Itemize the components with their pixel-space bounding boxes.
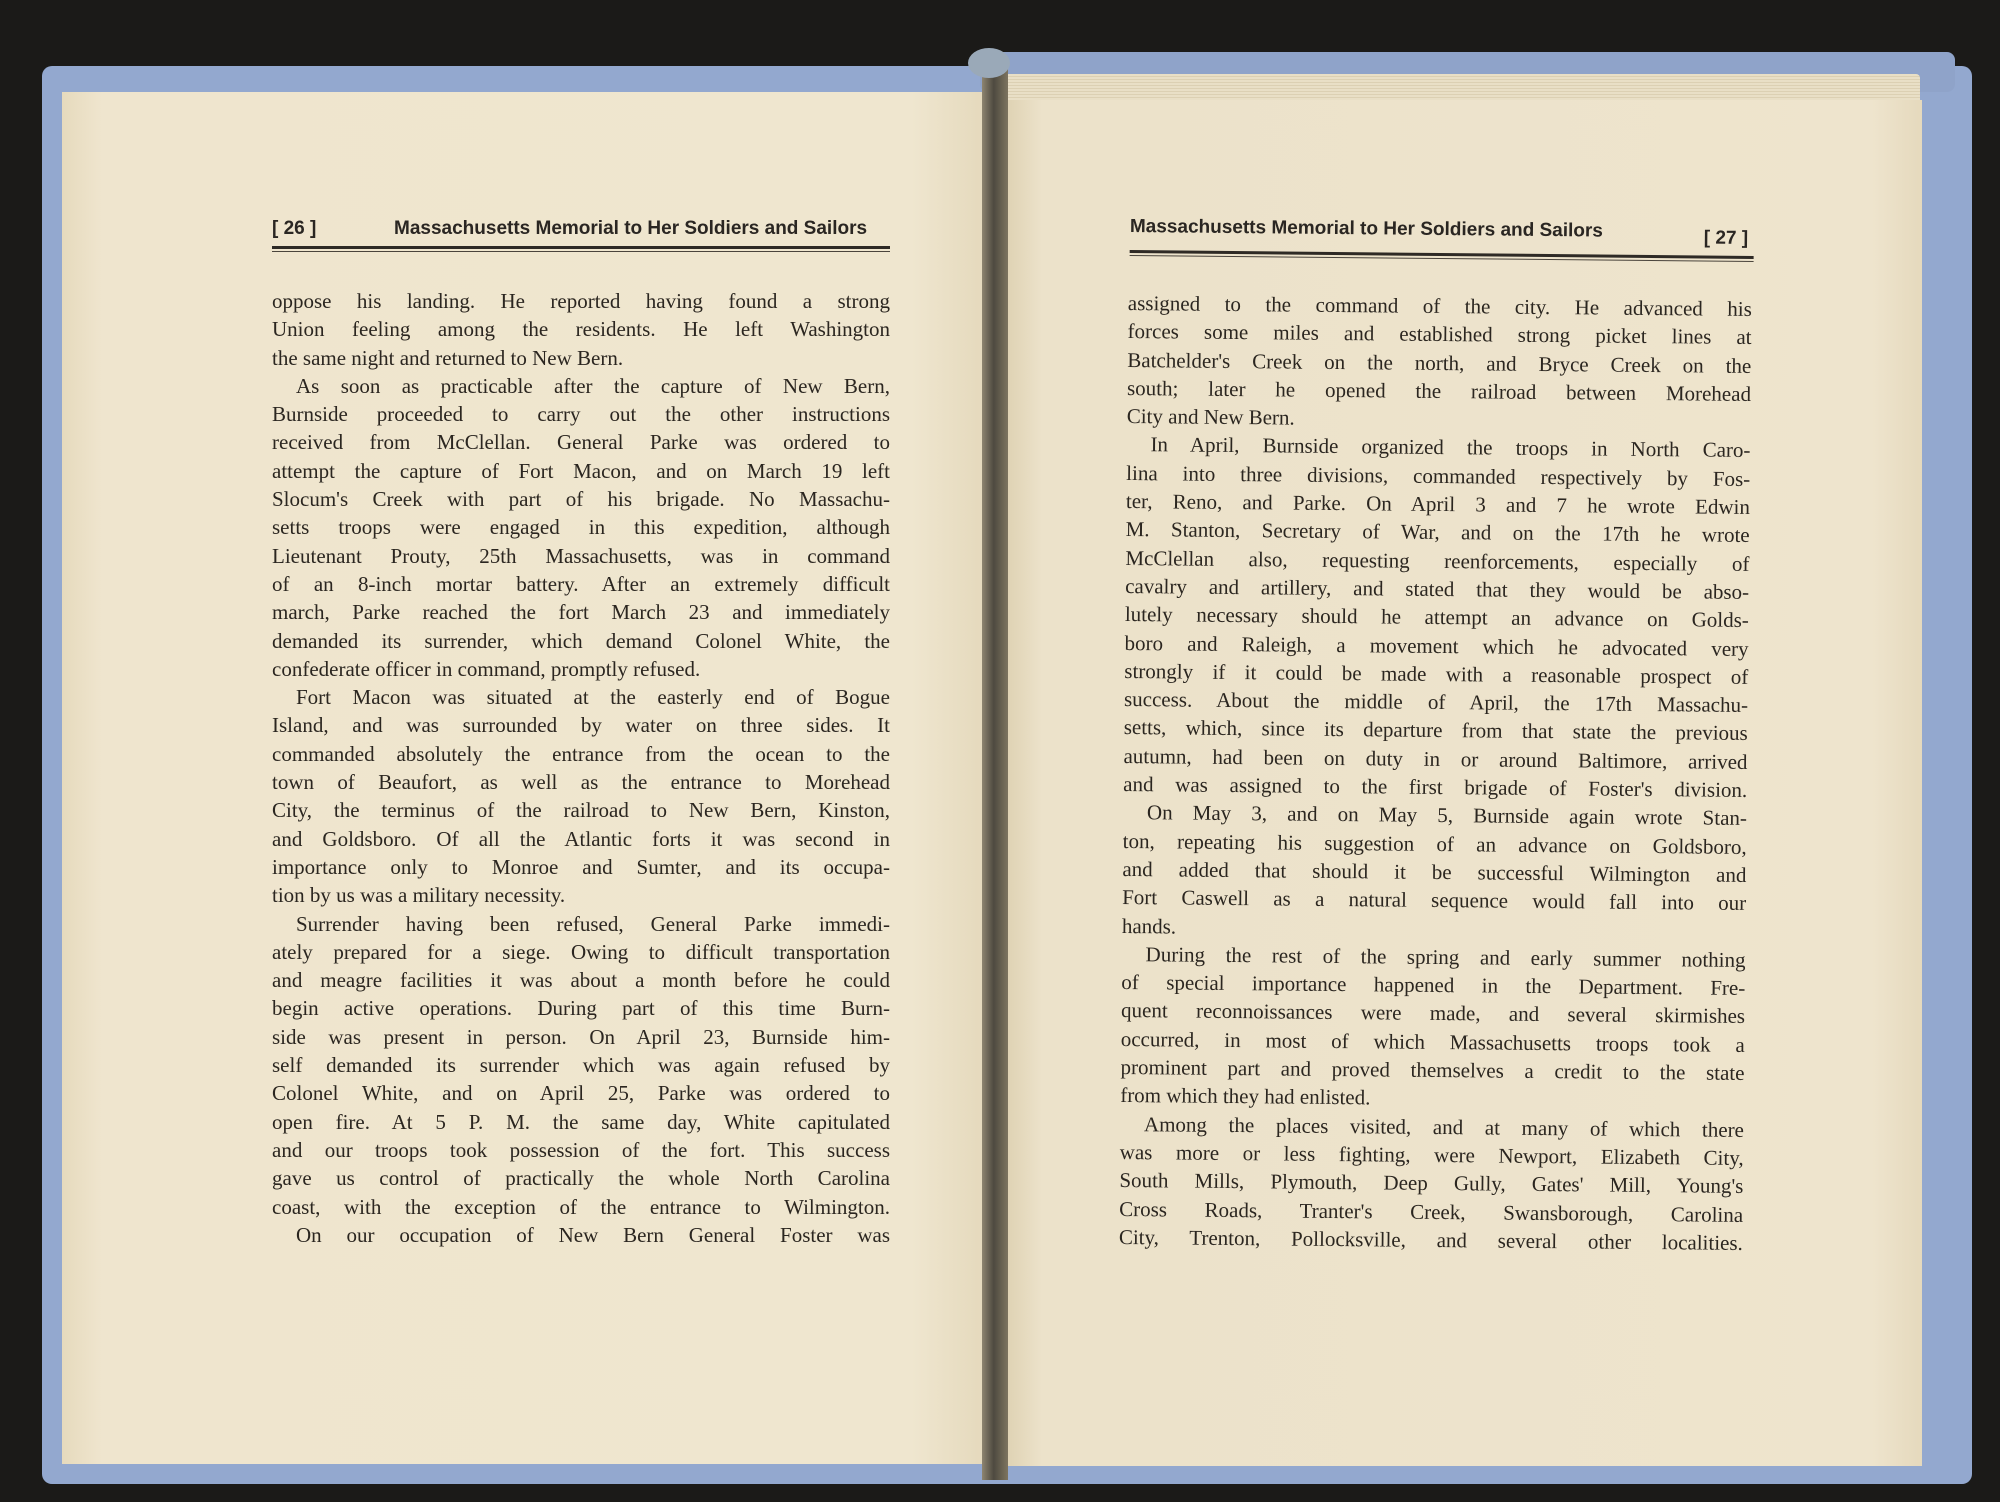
text-line: On May 3, and on May 5, Burnside again wrote Stan- — [1146, 800, 1748, 831]
text-line: As soon as practicable after the capture of New Bern, — [296, 373, 890, 398]
text-line: coast, with the exception of the entrance to Wilmington. — [272, 1194, 890, 1219]
text-line: success. About the middle of April, the 17th Massachu- — [1123, 687, 1749, 718]
right-running-head: Massachusetts Memorial to Her Soldiers and Sailors — [1129, 216, 1604, 242]
text-line: ately prepared for a siege. Owing to difficult transportation — [272, 939, 890, 964]
text-line: town of Beaufort, as well as the entrance to Morehead — [272, 770, 890, 795]
text-line: McClellan also, requesting reenforcements, especially of — [1125, 545, 1750, 576]
text-line: Fort Caswell as a natural sequence would fall into our — [1122, 885, 1747, 916]
text-line: Island, and was surrounded by water on three sides. It — [272, 713, 890, 738]
text-line: tion by us was a military necessity. — [272, 883, 566, 908]
text-line: confederate officer in command, promptly refused. — [272, 656, 701, 681]
text-line: and our troops took possession of the fort. This success — [272, 1137, 890, 1162]
text-line: Surrender having been refused, General Parke immedi- — [296, 911, 890, 936]
text-line: received from McClellan. General Parke was ordered to — [272, 430, 890, 455]
right-page-number: [ 27 ] — [1703, 227, 1749, 249]
text-line: attempt the capture of Fort Macon, and on March 19 left — [272, 458, 890, 483]
text-line: importance only to Monroe and Sumter, and its occupa- — [272, 854, 890, 879]
text-line: open fire. At 5 P. M. the same day, White capitulated — [272, 1109, 890, 1134]
text-line: and Goldsboro. Of all the Atlantic forts it was second in — [272, 826, 890, 851]
text-line: and meagre facilities it was about a month before he could — [272, 968, 890, 993]
text-line: strongly if it could be made with a reasonable prospect of — [1124, 658, 1749, 689]
text-line: In April, Burnside organized the troops in North Caro- — [1150, 432, 1751, 463]
book-gutter — [982, 60, 1008, 1480]
text-line: City and New Bern. — [1126, 404, 1295, 430]
text-line: gave us control of practically the whole North Carolina — [272, 1166, 890, 1191]
text-line: of an 8-inch mortar battery. After an extremely difficult — [272, 571, 890, 596]
text-line: cavalry and artillery, and stated that they would be abso- — [1125, 573, 1750, 604]
left-header-rule-thin — [272, 251, 890, 252]
text-line: Fort Macon was situated at the easterly end of Bogue — [296, 685, 890, 710]
text-line: Slocum's Creek with part of his brigade. No Massachu- — [272, 487, 890, 512]
text-line: Lieutenant Prouty, 25th Massachusetts, was in command — [272, 543, 890, 568]
text-line: and added that should it be successful Wilmington and — [1122, 856, 1747, 887]
text-line: assigned to the command of the city. He advanced his — [1127, 290, 1752, 321]
text-line: of special importance happened in the Department. Fre- — [1121, 970, 1746, 1001]
text-line: On our occupation of New Bern General Foster was — [296, 1222, 890, 1247]
text-line: Union feeling among the residents. He left Washington — [272, 317, 890, 342]
left-body-text — [272, 287, 890, 1249]
left-page-number: [ 26 ] — [272, 218, 317, 239]
text-line: the same night and returned to New Bern. — [272, 345, 624, 370]
text-line: lina into three divisions, commanded respectively by Fos- — [1126, 460, 1751, 491]
right-header — [1130, 216, 1754, 262]
text-line: setts troops were engaged in this expedition, although — [272, 515, 890, 540]
text-line: Batchelder's Creek on the north, and Bryce Creek on the — [1127, 347, 1752, 378]
text-line: forces some miles and established strong picket lines at — [1127, 319, 1752, 350]
text-line: boro and Raleigh, a movement which he advocated very — [1124, 630, 1749, 661]
text-line: hands. — [1121, 913, 1177, 939]
text-line: side was present in person. On April 23, Burnside him- — [272, 1024, 890, 1049]
text-line: setts, which, since its departure from that state the previous — [1123, 715, 1748, 746]
text-line: ter, Reno, and Parke. On April 3 and 7 he wrote Edwin — [1125, 489, 1751, 520]
text-line: autumn, had been on duty in or around Baltimore, arrived — [1123, 743, 1748, 774]
text-line: commanded absolutely the entrance from the ocean to the — [272, 741, 890, 766]
text-line: and was assigned to the first brigade of Foster's division. — [1123, 772, 1748, 803]
text-line: Among the places visited, and at many of which there — [1143, 1111, 1745, 1142]
text-line: from which they had enlisted. — [1120, 1083, 1371, 1110]
text-line: South Mills, Plymouth, Deep Gully, Gates' Mill, Young's — [1119, 1168, 1744, 1199]
text-line: oppose his landing. He reported having found a strong — [272, 289, 890, 313]
text-line: City, the terminus of the railroad to New Bern, Kinston, — [272, 798, 890, 823]
spine-head — [968, 48, 1010, 78]
text-line: Cross Roads, Tranter's Creek, Swansborough, Carolina — [1119, 1196, 1744, 1227]
text-line: lutely necessary should he attempt an advance on Golds- — [1124, 602, 1749, 633]
text-line: M. Stanton, Secretary of War, and on the 17th he wrote — [1125, 517, 1750, 548]
text-line: occurred, in most of which Massachusetts troops took a — [1120, 1026, 1745, 1057]
text-line: south; later he opened the railroad between Morehead — [1126, 375, 1752, 406]
text-line: ton, repeating his suggestion of an advance on Goldsboro, — [1122, 828, 1747, 859]
text-line: march, Parke reached the fort March 23 and immediately — [272, 600, 890, 625]
text-line: During the rest of the spring and early summer nothing — [1145, 942, 1746, 972]
text-line: Colonel White, and on April 25, Parke was ordered to — [272, 1081, 890, 1106]
text-line: was more or less fighting, were Newport, Elizabeth City, — [1119, 1139, 1744, 1170]
text-line: self demanded its surrender which was again refused by — [272, 1053, 890, 1078]
text-line: Burnside proceeded to carry out the other instructions — [272, 402, 890, 427]
text-line: demanded its surrender, which demand Colonel White, the — [272, 628, 890, 653]
left-running-head: Massachusetts Memorial to Her Soldiers and Sailors — [394, 218, 868, 239]
text-line: prominent part and proved themselves a credit to the state — [1120, 1054, 1745, 1085]
text-line: quent reconnoissances were made, and several skirmishes — [1120, 998, 1746, 1029]
right-body-text — [1119, 289, 1752, 1257]
text-line: begin active operations. During part of this time Burn- — [272, 996, 890, 1021]
text-line: City, Trenton, Pollocksville, and several other localities. — [1118, 1224, 1743, 1255]
left-header-rule — [272, 246, 890, 249]
